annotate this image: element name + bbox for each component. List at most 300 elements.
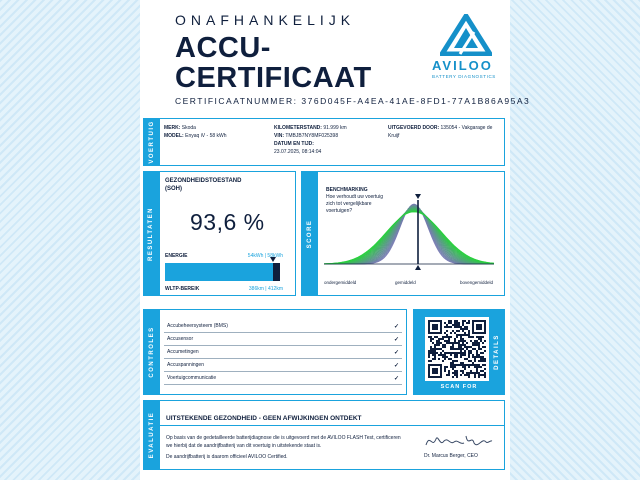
qr-module [472, 354, 474, 356]
qr-module [434, 352, 436, 354]
qr-module [452, 364, 454, 366]
qr-module [432, 354, 434, 356]
qr-module [432, 352, 434, 354]
marker-bottom-arrow-icon [415, 265, 421, 270]
qr-module [442, 344, 444, 346]
qr-module [470, 336, 472, 338]
controls-section-label: CONTROLES [144, 310, 160, 394]
qr-module [436, 336, 438, 338]
qr-module [478, 336, 480, 338]
qr-module [458, 326, 460, 328]
bell-curve-line [324, 209, 494, 264]
title-line-2: CERTIFICAAT [175, 62, 372, 94]
logo-wordmark: AVILOO [432, 58, 493, 73]
qr-module [450, 362, 452, 364]
qr-module [468, 356, 470, 358]
qr-module [434, 350, 436, 352]
qr-module [448, 336, 450, 338]
qr-module [472, 362, 474, 364]
qr-module [450, 342, 452, 344]
qr-module [452, 368, 454, 370]
check-icon: ✓ [393, 375, 399, 382]
aviloo-logo [432, 14, 502, 79]
qr-module [462, 342, 464, 344]
soh-progress-remainder [273, 263, 280, 281]
qr-module [442, 356, 444, 358]
qr-module [430, 346, 432, 348]
qr-module [452, 346, 454, 348]
certificate-number: CERTIFICAATNUMMER: 376D045F-A4EA-41AE-8FD1-77A1B86A95A3 [175, 96, 531, 106]
qr-module [460, 334, 462, 336]
qr-panel[interactable] [413, 309, 505, 395]
soh-progress-fill [165, 263, 273, 281]
qr-module [446, 326, 448, 328]
qr-module [478, 348, 480, 350]
qr-module [436, 352, 438, 354]
logo-tagline: BATTERY DIAGNOSTICS [432, 74, 496, 79]
qr-module [474, 348, 476, 350]
qr-module [432, 350, 434, 352]
qr-module [464, 334, 466, 336]
qr-module [444, 368, 446, 370]
qr-module [460, 344, 462, 346]
qr-module [468, 332, 470, 334]
qr-module [484, 368, 486, 370]
bell-curve-line [324, 207, 494, 264]
qr-module [478, 344, 480, 346]
qr-module [456, 372, 458, 374]
qr-module [464, 358, 466, 360]
controls-section [143, 309, 505, 395]
qr-module [450, 336, 452, 338]
qr-module [474, 374, 476, 376]
qr-module [480, 340, 482, 342]
axis-label-high: bovengemiddeld [460, 280, 494, 285]
qr-module [430, 352, 432, 354]
qr-module [484, 350, 486, 352]
qr-module [448, 338, 450, 340]
qr-module [448, 320, 450, 322]
qr-module [452, 348, 454, 350]
qr-module [448, 326, 450, 328]
controls-list-panel [143, 309, 407, 395]
qr-module [458, 352, 460, 354]
qr-module [434, 354, 436, 356]
aviloo-triangle-logo-icon [440, 14, 492, 56]
qr-module [450, 348, 452, 350]
qr-module [436, 340, 438, 342]
qr-module [476, 372, 478, 374]
qr-module [466, 322, 468, 324]
qr-module [472, 336, 474, 338]
benchmark-title: BENCHMARKING [326, 187, 368, 193]
qr-module [446, 366, 448, 368]
qr-module [448, 340, 450, 342]
bell-curve-line [324, 212, 494, 264]
check-icon: ✓ [393, 349, 399, 356]
qr-module [460, 364, 462, 366]
qr-module [472, 364, 474, 366]
score-panel [301, 171, 505, 296]
qr-module [456, 334, 458, 336]
qr-module [448, 342, 450, 344]
evaluation-title: UITSTEKENDE GEZONDHEID - GEEN AFWIJKINGEN ONTDEKT [166, 415, 362, 422]
soh-value: 93,6 % [190, 209, 265, 235]
energy-value: 54kWh | 58kWh [247, 253, 283, 259]
qr-module [454, 348, 456, 350]
qr-module [454, 332, 456, 334]
qr-module [444, 356, 446, 358]
qr-module [440, 354, 442, 356]
control-item: Accumetingen ✓ [164, 346, 402, 359]
qr-module [436, 344, 438, 346]
qr-module [464, 374, 466, 376]
qr-module [454, 324, 456, 326]
qr-module [466, 326, 468, 328]
qr-module [458, 344, 460, 346]
qr-module [470, 372, 472, 374]
qr-module [478, 346, 480, 348]
qr-module [464, 368, 466, 370]
qr-module [484, 346, 486, 348]
qr-module [474, 356, 476, 358]
qr-module [440, 348, 442, 350]
qr-module [446, 334, 448, 336]
qr-module [464, 352, 466, 354]
qr-module [430, 340, 432, 342]
qr-module [482, 342, 484, 344]
qr-module [474, 358, 476, 360]
qr-module [464, 346, 466, 348]
qr-module [476, 354, 478, 356]
bell-curve-line [324, 209, 494, 264]
qr-module [456, 360, 458, 362]
qr-module [482, 374, 484, 376]
qr-module [456, 320, 458, 322]
certificate-title [175, 33, 372, 93]
qr-module [428, 356, 430, 358]
qr-module [454, 340, 456, 342]
qr-module [436, 342, 438, 344]
qr-module [456, 370, 458, 372]
qr-module [464, 354, 466, 356]
qr-module [468, 374, 470, 376]
qr-module [452, 352, 454, 354]
qr-module [448, 370, 450, 372]
qr-module [448, 372, 450, 374]
qr-module [454, 338, 456, 340]
qr-module [438, 340, 440, 342]
qr-module [458, 364, 460, 366]
qr-module [468, 330, 470, 332]
qr-module [456, 336, 458, 338]
qr-module [474, 366, 476, 368]
qr-module [460, 326, 462, 328]
qr-module [466, 372, 468, 374]
qr-module [440, 338, 442, 340]
qr-module [464, 366, 466, 368]
qr-module [434, 348, 436, 350]
qr-module [450, 352, 452, 354]
qr-code-icon[interactable] [425, 317, 489, 381]
qr-module [478, 364, 480, 366]
qr-module [428, 352, 430, 354]
qr-module [462, 370, 464, 372]
qr-module [458, 346, 460, 348]
qr-module [442, 350, 444, 352]
qr-module [456, 354, 458, 356]
qr-module [446, 342, 448, 344]
qr-module [474, 340, 476, 342]
qr-module [458, 342, 460, 344]
qr-module [462, 338, 464, 340]
qr-module [452, 344, 454, 346]
qr-module [452, 342, 454, 344]
qr-module [482, 352, 484, 354]
qr-module [472, 356, 474, 358]
results-section-label: RESULTATEN [143, 171, 159, 296]
wltp-value: 386km | 412km [248, 286, 283, 292]
ceo-signature-icon [424, 431, 494, 451]
qr-module [460, 340, 462, 342]
qr-module [428, 350, 430, 352]
qr-finder-pattern [432, 368, 438, 374]
marker-top-arrow-icon [415, 194, 421, 199]
qr-module [434, 344, 436, 346]
qr-module [460, 374, 462, 376]
qr-module [464, 332, 466, 334]
score-section-label: SCORE [302, 172, 318, 295]
qr-module [438, 344, 440, 346]
qr-module [454, 352, 456, 354]
qr-module [444, 354, 446, 356]
qr-module [454, 372, 456, 374]
qr-module [452, 376, 454, 378]
qr-module [464, 364, 466, 366]
qr-module [430, 348, 432, 350]
qr-module [476, 356, 478, 358]
qr-module [462, 344, 464, 346]
vehicle-col-make: MERK: Skoda MODEL: Enyaq iV - 58 kWh [164, 125, 227, 139]
axis-label-low: ondergemiddeld [324, 280, 357, 285]
controls-list [164, 320, 402, 385]
qr-module [430, 360, 432, 362]
qr-module [474, 372, 476, 374]
qr-module [448, 358, 450, 360]
qr-module [482, 356, 484, 358]
bell-curve-line [324, 208, 494, 264]
vehicle-performed-by: 135054 - Vakgarage de Kruijf [388, 125, 493, 139]
qr-module [468, 364, 470, 366]
qr-module [456, 364, 458, 366]
decor-band-right [490, 0, 640, 480]
soh-progress-bar [165, 263, 280, 281]
check-icon: ✓ [393, 362, 399, 369]
qr-module [484, 358, 486, 360]
qr-module [466, 348, 468, 350]
qr-module [444, 336, 446, 338]
qr-module [460, 350, 462, 352]
qr-module [466, 342, 468, 344]
qr-module [464, 350, 466, 352]
qr-module [454, 374, 456, 376]
qr-module [468, 320, 470, 322]
bell-curve-line [324, 207, 494, 264]
evaluation-body [166, 434, 406, 464]
check-icon: ✓ [393, 323, 399, 330]
qr-module [454, 370, 456, 372]
bell-curve-line [324, 209, 494, 264]
qr-module [444, 366, 446, 368]
qr-module [476, 366, 478, 368]
bell-curve-line [324, 210, 494, 264]
soh-title: GEZONDHEIDSTOESTAND (SOH) [165, 178, 242, 192]
vehicle-km: 91.999 km [323, 125, 347, 131]
qr-module [462, 354, 464, 356]
qr-module [450, 366, 452, 368]
qr-module [464, 326, 466, 328]
qr-module [474, 342, 476, 344]
qr-module [440, 352, 442, 354]
decor-band-left [0, 0, 150, 480]
qr-module [452, 372, 454, 374]
qr-module [462, 362, 464, 364]
qr-module [456, 326, 458, 328]
qr-module [468, 354, 470, 356]
vehicle-vin: TMBJB7NY8MF025398 [285, 133, 339, 139]
qr-module [466, 364, 468, 366]
qr-module [438, 342, 440, 344]
qr-module [480, 360, 482, 362]
bell-curve-line [324, 210, 494, 265]
qr-module [446, 324, 448, 326]
qr-module [438, 354, 440, 356]
qr-module [432, 338, 434, 340]
qr-module [472, 348, 474, 350]
bell-curve-line [324, 208, 494, 264]
vehicle-section [143, 118, 505, 166]
qr-module [470, 364, 472, 366]
evaluation-paragraph-1: Op basis van de gedetailleerde batterijdiagnose die is uitgevoerd met de AVILOO FLASH Test, certificeren we hierbij dat de aandrijfbatterij van dit voertuig in uitstekende staat is. [166, 435, 401, 449]
qr-module [458, 330, 460, 332]
qr-module [482, 360, 484, 362]
qr-module [460, 352, 462, 354]
energy-label: ENERGIE [165, 253, 188, 259]
qr-module [446, 356, 448, 358]
qr-module [432, 358, 434, 360]
qr-module [466, 358, 468, 360]
qr-module [430, 338, 432, 340]
qr-module [460, 328, 462, 330]
qr-module [442, 336, 444, 338]
qr-module [464, 328, 466, 330]
qr-module [468, 376, 470, 378]
qr-module [484, 340, 486, 342]
qr-module [462, 366, 464, 368]
evaluation-divider [160, 425, 504, 426]
vehicle-date: 23.07.2025, 08:14:04 [274, 149, 322, 155]
control-item: Accuspanningen ✓ [164, 359, 402, 372]
qr-module [454, 366, 456, 368]
qr-module [444, 358, 446, 360]
qr-module [472, 372, 474, 374]
qr-module [440, 342, 442, 344]
qr-module [456, 324, 458, 326]
vehicle-col-km: KILOMETERSTAND: 91.999 km VIN: TMBJB7NY8MF025398 DATUM EN TIJD: 23.07.2025, 08:14:04 [274, 125, 347, 155]
vehicle-section-label: VOERTUIG [144, 119, 160, 165]
title-line-1: ACCU- [175, 32, 271, 64]
qr-module [470, 340, 472, 342]
bell-curve-line [324, 209, 494, 265]
qr-module [442, 360, 444, 362]
qr-module [442, 354, 444, 356]
qr-module [470, 350, 472, 352]
qr-module [476, 350, 478, 352]
qr-module [484, 374, 486, 376]
qr-module [482, 358, 484, 360]
qr-module [458, 334, 460, 336]
qr-module [478, 360, 480, 362]
soh-marker-icon [270, 257, 276, 262]
qr-module [464, 344, 466, 346]
qr-module [476, 342, 478, 344]
qr-module [432, 348, 434, 350]
qr-module [454, 326, 456, 328]
qr-module [458, 348, 460, 350]
qr-module [454, 354, 456, 356]
qr-module [468, 336, 470, 338]
certificate-subtitle: ONAFHANKELIJK [175, 12, 356, 28]
qr-module [478, 372, 480, 374]
qr-module [460, 336, 462, 338]
qr-module [480, 374, 482, 376]
qr-module [448, 374, 450, 376]
qr-module [456, 348, 458, 350]
qr-module [484, 372, 486, 374]
qr-module [438, 338, 440, 340]
qr-module [450, 358, 452, 360]
qr-module [442, 346, 444, 348]
qr-module [480, 336, 482, 338]
qr-module [456, 376, 458, 378]
qr-module [444, 326, 446, 328]
qr-module [454, 364, 456, 366]
qr-module [464, 320, 466, 322]
qr-module [460, 356, 462, 358]
qr-module [478, 356, 480, 358]
qr-module [428, 360, 430, 362]
qr-module [458, 340, 460, 342]
qr-module [468, 350, 470, 352]
qr-module [468, 360, 470, 362]
qr-module [468, 352, 470, 354]
qr-module [460, 354, 462, 356]
qr-module [458, 322, 460, 324]
qr-module [428, 354, 430, 356]
qr-module [450, 326, 452, 328]
bell-curve-line [324, 208, 494, 265]
qr-module [452, 330, 454, 332]
qr-module [472, 342, 474, 344]
qr-module [434, 336, 436, 338]
vehicle-col-performed: UITGEVOERD DOOR: 135054 - Vakgarage de Kruijf [388, 125, 493, 139]
check-icon: ✓ [393, 336, 399, 343]
qr-module [478, 338, 480, 340]
qr-module [466, 346, 468, 348]
qr-module [482, 364, 484, 366]
qr-module [468, 346, 470, 348]
qr-module [444, 370, 446, 372]
